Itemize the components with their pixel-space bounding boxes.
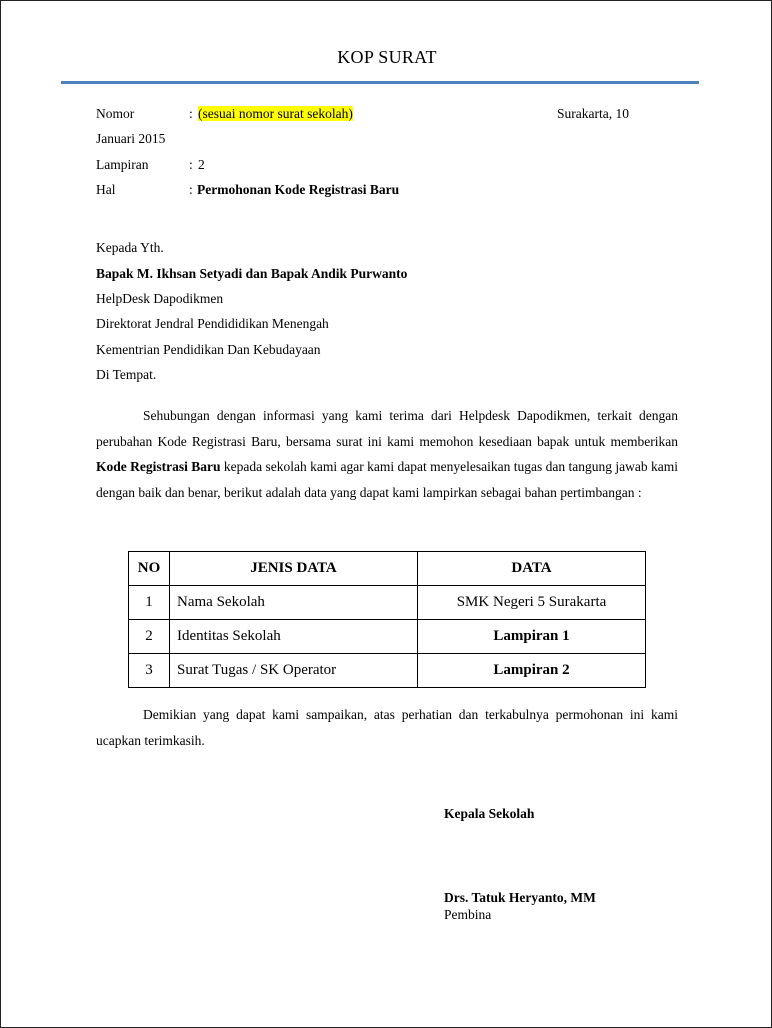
place-date-line1: Surakarta, 10 bbox=[557, 106, 629, 121]
row-jenis: Surat Tugas / SK Operator bbox=[170, 654, 418, 688]
row-data: Lampiran 2 bbox=[418, 654, 646, 688]
row-data: SMK Negeri 5 Surakarta bbox=[418, 586, 646, 620]
body-paragraph-1 bbox=[96, 403, 678, 505]
signature-role: Kepala Sekolah bbox=[444, 806, 535, 821]
body-paragraph-2: Demikian yang dapat kami sampaikan, atas perhatian dan terkabulnya permohonan ini kami ucapkan terimkasih. bbox=[96, 707, 678, 748]
nomor-colon: : bbox=[189, 106, 193, 121]
row-no: 3 bbox=[129, 654, 170, 688]
row-no: 2 bbox=[129, 620, 170, 654]
nomor-highlight: (sesuai nomor surat sekolah) bbox=[198, 106, 353, 121]
recipient-line1: HelpDesk Dapodikmen bbox=[96, 291, 224, 306]
lampiran-colon: : bbox=[189, 157, 193, 172]
table-header-row bbox=[129, 552, 646, 586]
hal-label: Hal bbox=[96, 182, 116, 197]
table-row bbox=[129, 620, 646, 654]
recipient-greeting: Kepada Yth. bbox=[96, 240, 164, 255]
lampiran-value: 2 bbox=[198, 157, 205, 172]
signature-rank: Pembina bbox=[444, 907, 492, 922]
letterhead-title: KOP SURAT bbox=[337, 47, 437, 67]
lampiran-label: Lampiran bbox=[96, 157, 149, 172]
recipient-line4: Di Tempat. bbox=[96, 367, 157, 382]
table-row bbox=[129, 586, 646, 620]
row-jenis: Identitas Sekolah bbox=[170, 620, 418, 654]
data-table bbox=[128, 551, 646, 688]
hal-colon: : bbox=[189, 182, 193, 197]
header-data: DATA bbox=[418, 552, 646, 586]
signature-name: Drs. Tatuk Heryanto, MM bbox=[444, 890, 596, 905]
table-row bbox=[129, 654, 646, 688]
place-date-line2: Januari 2015 bbox=[96, 131, 166, 146]
nomor-label: Nomor bbox=[96, 106, 135, 121]
paragraph-1-text-a: Sehubungan dengan informasi yang kami terima dari Helpdesk Dapodikmen, terkait dengan perubahan Kode Registrasi Baru, bersama surat ini kami memohon kesediaan bapak untuk memberikan bbox=[96, 408, 678, 449]
paragraph-1-text-b: kepada sekolah kami agar kami dapat menyelesaikan tugas dan tangung jawab kami dengan baik dan benar, berikut adalah data yang dapat kami lampirkan sebagai bahan pertimbangan : bbox=[96, 459, 678, 500]
nomor-value bbox=[198, 105, 353, 123]
paragraph-1-bold: Kode Registrasi Baru bbox=[96, 459, 221, 474]
recipient-name: Bapak M. Ikhsan Setyadi dan Bapak Andik Purwanto bbox=[96, 266, 408, 281]
hal-value: Permohonan Kode Registrasi Baru bbox=[197, 182, 400, 197]
header-jenis-data: JENIS DATA bbox=[170, 552, 418, 586]
row-no: 1 bbox=[129, 586, 170, 620]
row-jenis: Nama Sekolah bbox=[170, 586, 418, 620]
recipient-line3: Kementrian Pendidikan Dan Kebudayaan bbox=[96, 342, 321, 357]
header-no: NO bbox=[129, 552, 170, 586]
row-data: Lampiran 1 bbox=[418, 620, 646, 654]
recipient-line2: Direktorat Jendral Pendididikan Menengah bbox=[96, 316, 329, 331]
letterhead-rule bbox=[61, 81, 699, 84]
